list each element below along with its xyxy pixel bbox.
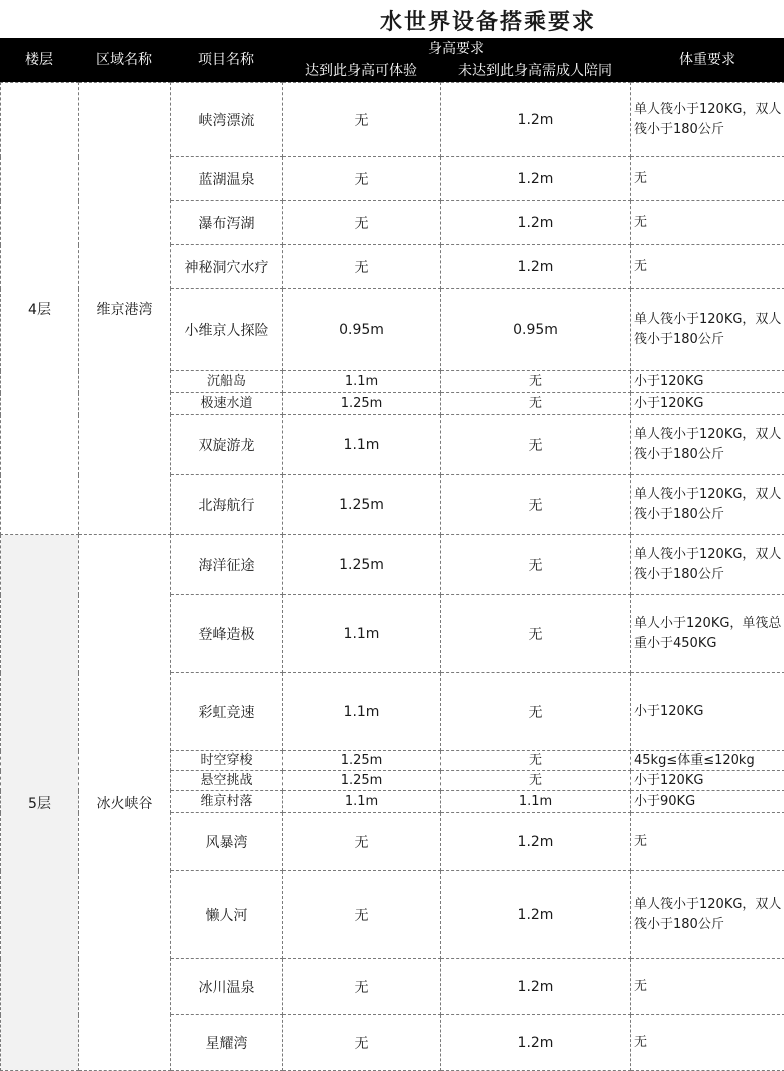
height-escort-cell: 1.2m: [441, 959, 631, 1015]
height-escort-cell: 无: [441, 751, 631, 771]
height-min-cell: 1.1m: [283, 371, 441, 393]
project-name-cell: 星耀湾: [171, 1015, 283, 1071]
weight-cell: 无: [631, 1015, 784, 1071]
height-escort-cell: 1.2m: [441, 871, 631, 959]
height-escort-cell: 1.2m: [441, 157, 631, 201]
project-name-cell: 冰川温泉: [171, 959, 283, 1015]
requirements-table: [0, 82, 784, 1071]
project-name-cell: 峡湾漂流: [171, 83, 283, 157]
height-escort-cell: 无: [441, 771, 631, 791]
height-min-cell: 1.1m: [283, 673, 441, 751]
header-height-requirement: 身高要求: [282, 38, 630, 60]
project-name-cell: 双旋游龙: [171, 415, 283, 475]
height-escort-cell: 1.2m: [441, 813, 631, 871]
weight-cell: 单人筏小于120KG，双人筏小于180公斤: [631, 871, 784, 959]
weight-cell: 无: [631, 157, 784, 201]
height-escort-cell: 1.2m: [441, 245, 631, 289]
table-row: [1, 535, 784, 595]
weight-cell: 小于120KG: [631, 673, 784, 751]
table-header: [0, 38, 784, 82]
project-name-cell: 登峰造极: [171, 595, 283, 673]
height-min-cell: 0.95m: [283, 289, 441, 371]
height-escort-cell: 无: [441, 475, 631, 535]
weight-cell: 无: [631, 245, 784, 289]
weight-cell: 单人筏小于120KG，双人筏小于180公斤: [631, 535, 784, 595]
height-escort-cell: 1.1m: [441, 791, 631, 813]
project-name-cell: 懒人河: [171, 871, 283, 959]
project-name-cell: 维京村落: [171, 791, 283, 813]
height-escort-cell: 1.2m: [441, 201, 631, 245]
project-name-cell: 神秘洞穴水疗: [171, 245, 283, 289]
weight-cell: 小于120KG: [631, 771, 784, 791]
project-name-cell: 海洋征途: [171, 535, 283, 595]
weight-cell: 单人筏小于120KG，双人筏小于180公斤: [631, 415, 784, 475]
weight-cell: 单人筏小于120KG，双人筏小于180公斤: [631, 289, 784, 371]
height-min-cell: 1.1m: [283, 595, 441, 673]
project-name-cell: 北海航行: [171, 475, 283, 535]
page-title: 水世界设备搭乘要求: [380, 8, 700, 38]
weight-cell: 45kg≤体重≤120kg: [631, 751, 784, 771]
header-weight: 体重要求: [630, 49, 784, 71]
height-min-cell: 无: [283, 813, 441, 871]
project-name-cell: 小维京人探险: [171, 289, 283, 371]
weight-cell: 小于90KG: [631, 791, 784, 813]
weight-cell: 单人小于120KG，单筏总重小于450KG: [631, 595, 784, 673]
height-escort-cell: 无: [441, 371, 631, 393]
header-project: 项目名称: [170, 49, 282, 71]
weight-cell: 小于120KG: [631, 371, 784, 393]
project-name-cell: 时空穿梭: [171, 751, 283, 771]
height-min-cell: 1.1m: [283, 415, 441, 475]
height-min-cell: 无: [283, 201, 441, 245]
height-min-cell: 无: [283, 959, 441, 1015]
height-min-cell: 无: [283, 1015, 441, 1071]
header-floor: 楼层: [0, 49, 78, 71]
weight-cell: 无: [631, 959, 784, 1015]
header-height-escort: 未达到此身高需成人陪同: [440, 60, 630, 82]
height-escort-cell: 0.95m: [441, 289, 631, 371]
height-min-cell: 无: [283, 245, 441, 289]
project-name-cell: 彩虹竞速: [171, 673, 283, 751]
weight-cell: 无: [631, 813, 784, 871]
height-min-cell: 1.25m: [283, 393, 441, 415]
project-name-cell: 蓝湖温泉: [171, 157, 283, 201]
table-row: [1, 83, 784, 157]
project-name-cell: 风暴湾: [171, 813, 283, 871]
header-area: 区域名称: [78, 49, 170, 71]
height-escort-cell: 1.2m: [441, 83, 631, 157]
height-min-cell: 1.25m: [283, 535, 441, 595]
weight-cell: 无: [631, 201, 784, 245]
project-name-cell: 悬空挑战: [171, 771, 283, 791]
project-name-cell: 瀑布泻湖: [171, 201, 283, 245]
height-escort-cell: 无: [441, 535, 631, 595]
height-min-cell: 1.25m: [283, 771, 441, 791]
height-min-cell: 无: [283, 871, 441, 959]
header-height-min: 达到此身高可体验: [282, 60, 440, 82]
floor-cell: 5层: [1, 535, 79, 1071]
height-min-cell: 1.1m: [283, 791, 441, 813]
weight-cell: 单人筏小于120KG，双人筏小于180公斤: [631, 475, 784, 535]
project-name-cell: 沉船岛: [171, 371, 283, 393]
height-escort-cell: 1.2m: [441, 1015, 631, 1071]
area-cell: 维京港湾: [79, 83, 171, 535]
height-min-cell: 1.25m: [283, 475, 441, 535]
height-escort-cell: 无: [441, 673, 631, 751]
area-cell: 冰火峡谷: [79, 535, 171, 1071]
project-name-cell: 极速水道: [171, 393, 283, 415]
height-escort-cell: 无: [441, 415, 631, 475]
height-min-cell: 1.25m: [283, 751, 441, 771]
height-escort-cell: 无: [441, 595, 631, 673]
height-min-cell: 无: [283, 83, 441, 157]
height-min-cell: 无: [283, 157, 441, 201]
height-escort-cell: 无: [441, 393, 631, 415]
weight-cell: 小于120KG: [631, 393, 784, 415]
weight-cell: 单人筏小于120KG，双人筏小于180公斤: [631, 83, 784, 157]
floor-cell: 4层: [1, 83, 79, 535]
